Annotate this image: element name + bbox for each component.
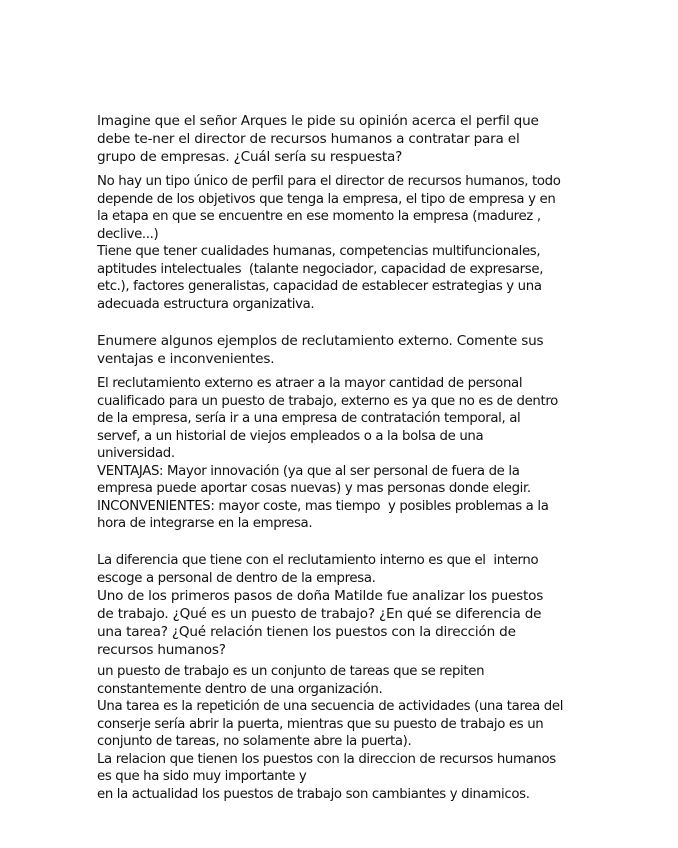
- text-line: La relacion que tienen los puestos con la direccion de recursos humanos: [97, 751, 556, 767]
- text-line: VENTAJAS: Mayor innovación (ya que al ser personal de fuera de la: [97, 463, 520, 479]
- answer-reclutamiento-interno: [97, 552, 581, 587]
- text-line: escoge a personal de dentro de la empresa.: [97, 570, 376, 586]
- answer-puesto-de-trabajo: [97, 663, 581, 803]
- text-line: Imagine que el señor Arques le pide su opinión acerca el perfil que: [97, 113, 539, 129]
- text-line: conserje sería abrir la puerta, mientras que su puesto de trabajo es un: [97, 716, 544, 732]
- text-line: recursos humanos?: [97, 642, 226, 658]
- text-line: constantemente dentro de una organización.: [97, 681, 383, 697]
- text-line: universidad.: [97, 446, 175, 461]
- answer-perfil-director: [97, 173, 581, 313]
- text-line: hora de integrarse en la empresa.: [97, 516, 313, 531]
- text-line: una tarea? ¿Qué relación tienen los puestos con la dirección de: [97, 624, 516, 640]
- text-line: un puesto de trabajo es un conjunto de tareas que se repiten: [97, 664, 485, 679]
- text-line: ventajas e inconvenientes.: [97, 351, 275, 367]
- text-line: cualificado para un puesto de trabajo, externo es ya que no es de dentro: [97, 393, 558, 409]
- question-reclutamiento-externo: [97, 332, 581, 368]
- text-line: Una tarea es la repetición de una secuencia de actividades (una tarea del: [97, 699, 564, 714]
- text-line: Tiene que tener cualidades humanas, competencias multifuncionales,: [97, 244, 541, 259]
- text-line: Enumere algunos ejemplos de reclutamiento externo. Comente sus: [97, 333, 544, 349]
- text-line: depende de los objetivos que tenga la empresa, el tipo de empresa y en: [97, 191, 556, 207]
- text-line: La diferencia que tiene con el reclutamiento interno es que el interno: [97, 553, 539, 568]
- answer-reclutamiento-externo: [97, 375, 581, 533]
- text-line: No hay un tipo único de perfil para el director de recursos humanos, todo: [97, 174, 561, 189]
- text-line: INCONVENIENTES: mayor coste, mas tiempo y posibles problemas a la: [97, 498, 549, 514]
- text-line: aptitudes intelectuales (talante negociador, capacidad de expresarse,: [97, 261, 544, 277]
- question-perfil-director: [97, 112, 581, 166]
- text-line: declive...): [97, 226, 159, 242]
- text-line: es que ha sido muy importante y: [97, 769, 307, 784]
- text-line: etc.), factores generalistas, capacidad de establecer estrategias y una: [97, 279, 542, 294]
- text-line: grupo de empresas. ¿Cuál sería su respuesta?: [97, 149, 403, 165]
- text-line: la etapa en que se encuentre en ese momento la empresa (madurez ,: [97, 209, 541, 224]
- text-line: adecuada estructura organizativa.: [97, 296, 315, 312]
- text-line: conjunto de tareas, no solamente abre la puerta).: [97, 734, 412, 749]
- text-line: de trabajo. ¿Qué es un puesto de trabajo? ¿En qué se diferencia de: [97, 606, 542, 622]
- text-line: El reclutamiento externo es atraer a la mayor cantidad de personal: [97, 376, 523, 391]
- text-line: debe te-ner el director de recursos humanos a contratar para el: [97, 131, 520, 147]
- question-puesto-de-trabajo: [97, 587, 581, 659]
- text-line: Uno de los primeros pasos de doña Matilde fue analizar los puestos: [97, 588, 544, 604]
- text-line: empresa puede aportar cosas nuevas) y mas personas donde elegir.: [97, 481, 531, 496]
- text-line: de la empresa, sería ir a una empresa de contratación temporal, al: [97, 411, 521, 426]
- text-line: en la actualidad los puestos de trabajo son cambiantes y dinamicos.: [97, 786, 530, 802]
- text-line: servef, a un historial de viejos empleados o a la bolsa de una: [97, 428, 484, 444]
